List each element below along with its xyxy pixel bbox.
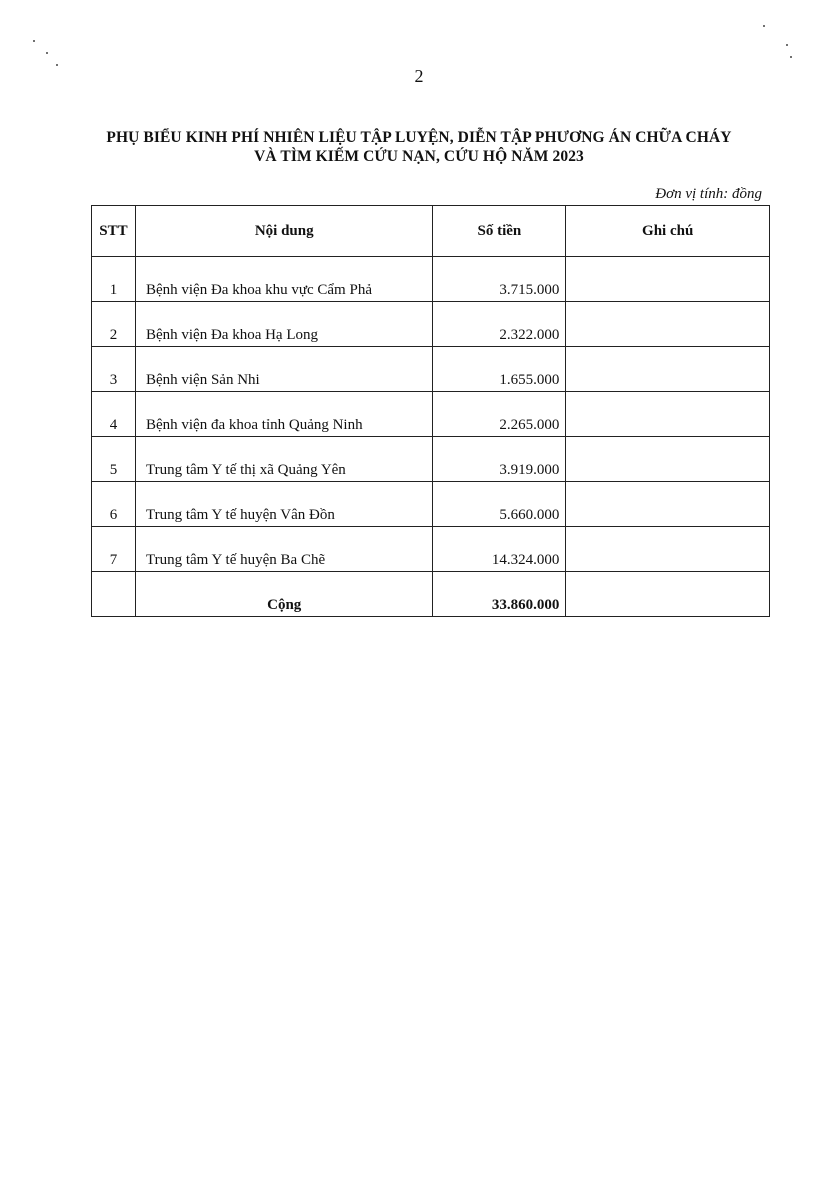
- scan-speck: [786, 44, 788, 46]
- budget-table: [91, 205, 770, 617]
- row-amount: 1.655.000: [433, 347, 566, 392]
- table-row: [92, 527, 770, 572]
- row-stt: 1: [92, 257, 136, 302]
- row-content: Bệnh viện đa khoa tỉnh Quảng Ninh: [135, 392, 433, 437]
- row-content: Bệnh viện Sản Nhi: [135, 347, 433, 392]
- row-content: Bệnh viện Đa khoa Hạ Long: [135, 302, 433, 347]
- table-row: [92, 437, 770, 482]
- header-amount: Số tiền: [433, 206, 566, 257]
- row-amount: 14.324.000: [433, 527, 566, 572]
- table-row: [92, 392, 770, 437]
- row-stt: 2: [92, 302, 136, 347]
- row-note: [566, 482, 770, 527]
- header-stt: STT: [92, 206, 136, 257]
- row-content: Trung tâm Y tế huyện Vân Đồn: [135, 482, 433, 527]
- scan-speck: [33, 40, 35, 42]
- title-line-1: PHỤ BIỂU KINH PHÍ NHIÊN LIỆU TẬP LUYỆN, DIỄN TẬP PHƯƠNG ÁN CHỮA CHÁY: [106, 129, 732, 146]
- table-row: [92, 482, 770, 527]
- total-row: [92, 572, 770, 617]
- table-row: [92, 347, 770, 392]
- table-header-row: [92, 206, 770, 257]
- table-row: [92, 302, 770, 347]
- row-note: [566, 527, 770, 572]
- row-amount: 2.265.000: [433, 392, 566, 437]
- scan-speck: [790, 56, 792, 58]
- page-number: 2: [414, 66, 424, 86]
- total-note: [566, 572, 770, 617]
- row-stt: 6: [92, 482, 136, 527]
- row-note: [566, 392, 770, 437]
- row-note: [566, 302, 770, 347]
- unit-note: Đơn vị tính: đồng: [655, 186, 762, 202]
- row-stt: 5: [92, 437, 136, 482]
- title-line-2: VÀ TÌM KIẾM CỨU NẠN, CỨU HỘ NĂM 2023: [254, 148, 584, 165]
- row-amount: 2.322.000: [433, 302, 566, 347]
- document-title: [60, 128, 778, 166]
- header-note: Ghi chú: [566, 206, 770, 257]
- row-stt: 3: [92, 347, 136, 392]
- header-content: Nội dung: [135, 206, 433, 257]
- row-note: [566, 257, 770, 302]
- row-amount: 5.660.000: [433, 482, 566, 527]
- row-content: Trung tâm Y tế huyện Ba Chẽ: [135, 527, 433, 572]
- row-stt: 4: [92, 392, 136, 437]
- row-note: [566, 437, 770, 482]
- row-amount: 3.919.000: [433, 437, 566, 482]
- total-amount: 33.860.000: [433, 572, 566, 617]
- row-amount: 3.715.000: [433, 257, 566, 302]
- scan-speck: [763, 25, 765, 27]
- total-stt: [92, 572, 136, 617]
- row-content: Bệnh viện Đa khoa khu vực Cẩm Phả: [135, 257, 433, 302]
- total-label: Cộng: [135, 572, 433, 617]
- row-stt: 7: [92, 527, 136, 572]
- scan-speck: [46, 52, 48, 54]
- row-note: [566, 347, 770, 392]
- table-row: [92, 257, 770, 302]
- row-content: Trung tâm Y tế thị xã Quảng Yên: [135, 437, 433, 482]
